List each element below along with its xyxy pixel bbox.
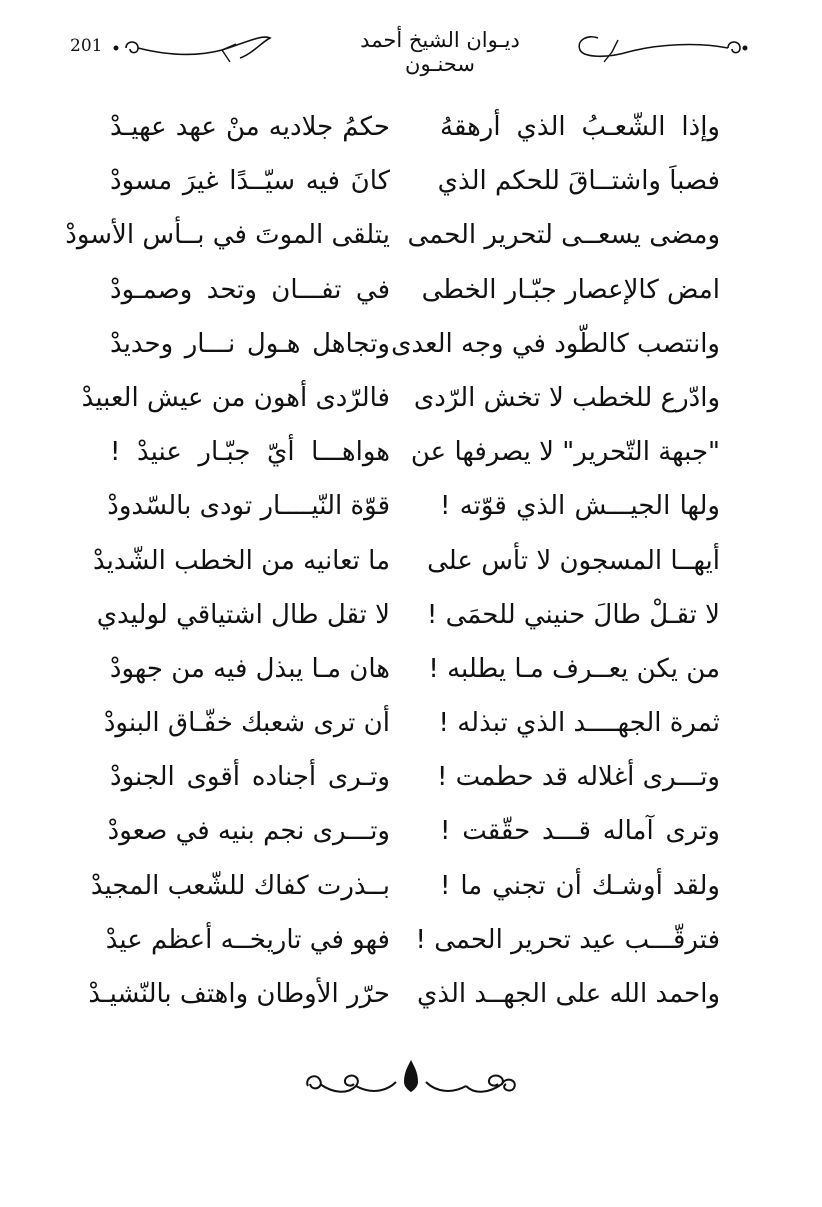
verse-first-hemistich: ولقد أوشـك أن تجني ما ! — [440, 870, 720, 901]
end-of-poem-ornament — [300, 1058, 522, 1108]
verse-first-hemistich: فترقّـــب عيد تحرير الحمى ! — [415, 924, 720, 955]
verse-second-hemistich: أن ترى شعبك خفّـاق البنودْ — [103, 708, 390, 739]
verse-second-hemistich: وتـرى أجناده أقوى الجنودْ — [110, 762, 390, 793]
verse-row — [96, 588, 720, 642]
page-number: 201 — [70, 36, 103, 56]
verse-first-hemistich: ولها الجيـــش الذي قوّته ! — [440, 491, 720, 522]
verse-row — [81, 371, 720, 425]
verse-row — [105, 913, 720, 967]
verse-second-hemistich: هواهـــا أيّ جبّـار عنيدْ ! — [110, 437, 390, 468]
verse-row — [65, 208, 720, 262]
verse-first-hemistich: لا تقـلْ طالَ حنيني للحمَى ! — [426, 599, 720, 630]
verse-second-hemistich: حكمُ جلاديه منْ عهد عهيـدْ — [110, 112, 390, 142]
verse-first-hemistich: واحمد الله على الجهــد الذي — [416, 979, 720, 1009]
verse-first-hemistich: ومضى يسعــى لتحرير الحمى — [407, 220, 720, 251]
verse-row — [107, 804, 720, 858]
verse-first-hemistich: وانتصب كالطّود في وجه العدى — [391, 328, 720, 359]
verse-second-hemistich: حرّر الأوطان واهتف بالنّشيـدْ — [88, 979, 390, 1009]
verse-second-hemistich: يتلقى الموتَ في بــأس الأسودْ — [65, 220, 390, 251]
verse-first-hemistich: "جبهة التّحرير" لا يصرفها عن — [410, 437, 720, 468]
verse-first-hemistich: فصباَ واشتــاقَ للحكم الذي — [437, 166, 720, 197]
verse-first-hemistich: وادّرع للخطب لا تخش الرّدى — [413, 382, 720, 413]
verse-row — [110, 642, 720, 696]
verse-second-hemistich: فهو في تاريخــه أعظم عيدْ — [105, 924, 390, 955]
poem — [65, 100, 720, 1021]
verse-second-hemistich: وتـــرى نجم بنيه في صعودْ — [107, 816, 390, 847]
verse-row — [110, 100, 720, 154]
verse-second-hemistich: فالرّدى أهون من عيش العبيدْ — [81, 382, 390, 413]
verse-second-hemistich: بــذرت كفاك للشّعب المجيدْ — [90, 870, 390, 901]
verse-row — [103, 696, 720, 750]
verse-first-hemistich: وتـــرى أغلاله قد حطمت ! — [436, 762, 720, 793]
verse-row — [92, 534, 720, 588]
verse-second-hemistich: كانَ فيه سيّــدًا غيرَ مسودْ — [110, 166, 390, 197]
verse-row — [110, 750, 720, 804]
header-left-ornament — [112, 28, 272, 68]
verse-row — [110, 425, 720, 479]
verse-second-hemistich: وتجاهل هـول نـــار وحديدْ — [110, 328, 390, 359]
page-header — [60, 22, 760, 76]
verse-first-hemistich: وترى آماله قـــد حقّقت ! — [440, 816, 720, 847]
verse-row — [110, 263, 720, 317]
verse-second-hemistich: هان مـا يبذل فيه من جهودْ — [109, 653, 390, 684]
verse-row — [110, 317, 720, 371]
verse-row — [88, 967, 720, 1021]
verse-second-hemistich: لا تقل طال اشتياقي لوليدي — [96, 599, 390, 630]
verse-second-hemistich: قوّة النّيــــار تودى بالسّدودْ — [107, 491, 390, 522]
verse-first-hemistich: امض كالإعصار جبّـار الخطى — [421, 274, 720, 305]
book-title: ديـوان الشيخ أحمد سحنـون — [360, 28, 520, 76]
verse-first-hemistich: أيهــا المسجون لا تأس على — [427, 545, 720, 576]
verse-row — [90, 859, 720, 913]
header-right-ornament — [568, 28, 748, 68]
verse-row — [107, 479, 720, 533]
verse-second-hemistich: في تفـــان وتحد وصمـودْ — [110, 274, 390, 305]
verse-first-hemistich: وإذا الشّعـبُ الذي أرهقهُ — [440, 112, 720, 142]
verse-first-hemistich: من يكن يعــرف مـا يطلبه ! — [428, 653, 720, 684]
verse-first-hemistich: ثمرة الجهــــد الذي تبذله ! — [438, 708, 720, 739]
verse-second-hemistich: ما تعانيه من الخطب الشّديدْ — [92, 545, 390, 576]
verse-row — [110, 154, 720, 208]
